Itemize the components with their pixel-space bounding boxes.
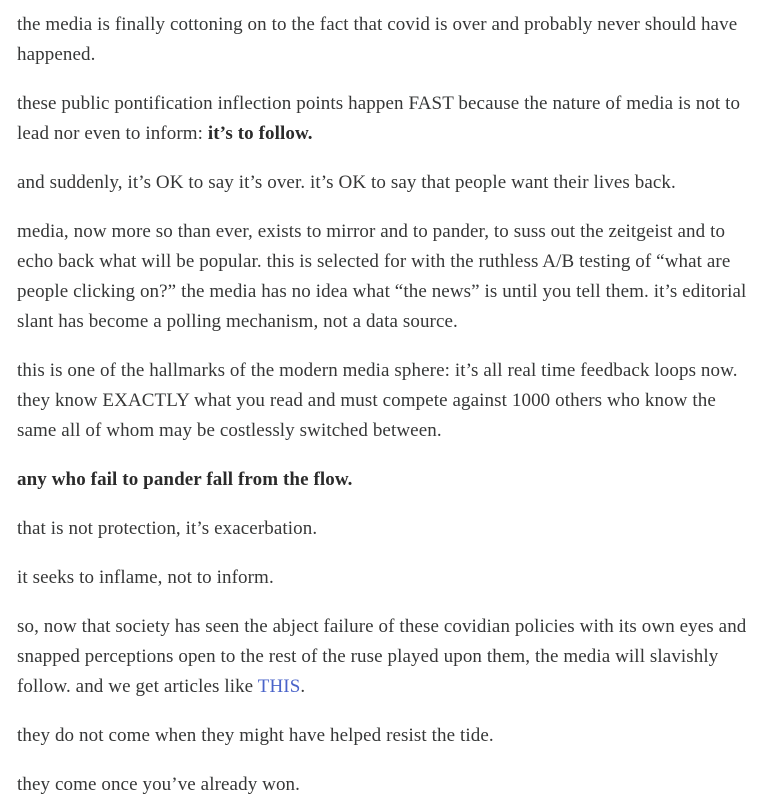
paragraph-2-text: these public pontification inflection points happen FAST because the nature of media is not to lead nor even to inform: xyxy=(17,93,741,144)
paragraph-4: media, now more so than ever, exists to mirror and to pander, to suss out the zeitgeist and to echo back what will be popular. this is selected for with the ruthless A/B testing of “what are people clicking on?” the media has no idea what “the news” is until you tell them. it’s editorial slant has become a polling mechanism, not a data source. xyxy=(17,221,747,332)
paragraph-9-text: so, now that society has seen the abject failure of these covidian policies with its own eyes and snapped perceptions open to the rest of the ruse played upon them, the media will slavishly follow. and we get articles like xyxy=(17,616,747,697)
paragraph-10: they do not come when they might have helped resist the tide. xyxy=(17,725,494,746)
paragraph-1: the media is finally cottoning on to the fact that covid is over and probably never should have happened. xyxy=(17,14,738,65)
paragraph-9 xyxy=(17,612,757,702)
paragraph-2 xyxy=(17,89,757,149)
paragraph-6-bold: any who fail to pander fall from the flow. xyxy=(17,469,353,490)
paragraph-5: this is one of the hallmarks of the modern media sphere: it’s all real time feedback loops now. they know EXACTLY what you read and must compete against 1000 others who know the same all of whom may be costlessly switched between. xyxy=(17,360,738,441)
paragraph-9-end: . xyxy=(300,676,306,697)
paragraph-11: they come once you’ve already won. xyxy=(17,774,301,795)
paragraph-7: that is not protection, it’s exacerbation. xyxy=(17,518,318,539)
paragraph-6 xyxy=(17,465,757,495)
paragraph-3: and suddenly, it’s OK to say it’s over. it’s OK to say that people want their lives back. xyxy=(17,172,676,193)
paragraph-8: it seeks to inflame, not to inform. xyxy=(17,567,274,588)
paragraph-2-bold: it’s to follow. xyxy=(207,123,313,144)
this-article-link[interactable]: THIS xyxy=(257,676,301,697)
